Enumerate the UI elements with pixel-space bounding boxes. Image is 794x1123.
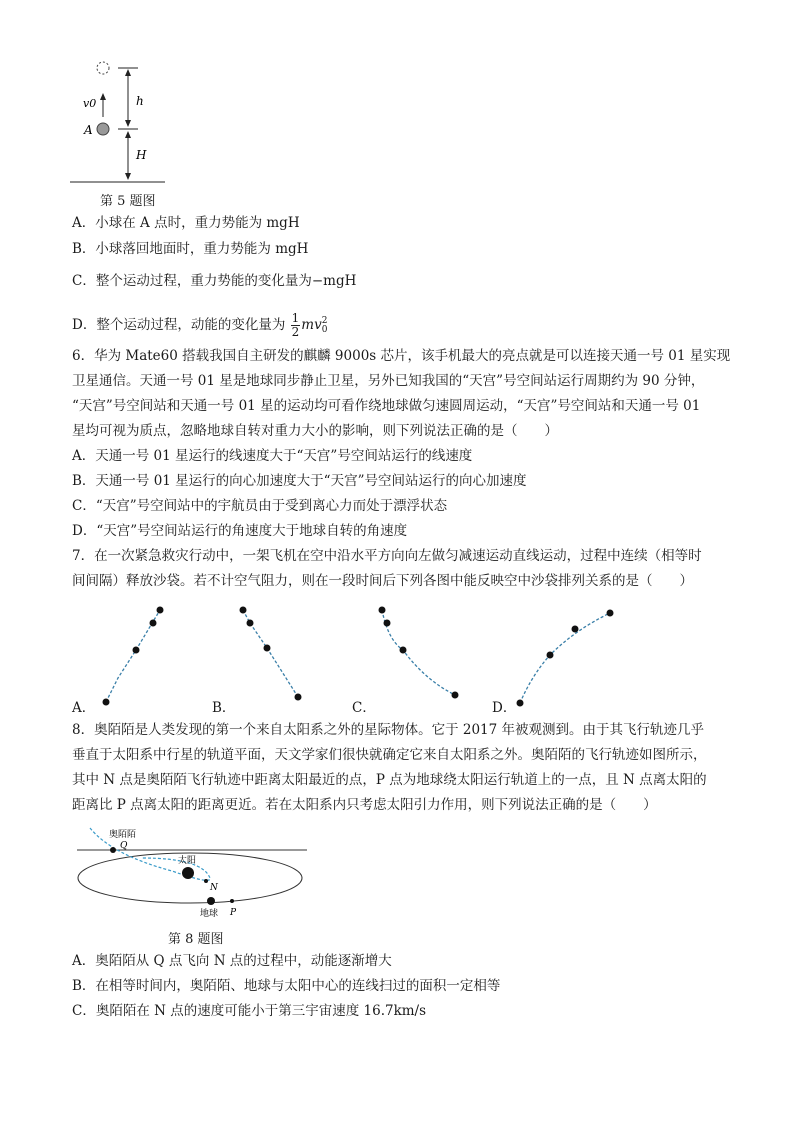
n-label: N (210, 883, 218, 893)
sun (182, 867, 194, 879)
q6-stem-line-3: “天宫”号空间站和天通一号 01 星的运动均可看作绕地球做匀速圆周运动，“天宫”号空间站和天通一号 01 (72, 398, 701, 414)
oumuamua-label: 奥陌陌 (109, 830, 137, 840)
a-label: A (84, 123, 93, 137)
q8-option-c: C．奥陌陌在 N 点的速度可能小于第三宇宙速度 16.7km/s (72, 1003, 427, 1019)
q8-option-a: A．奥陌陌从 Q 点飞向 N 点的过程中，动能逐渐增大 (72, 953, 392, 969)
bag-c-4 (452, 692, 459, 699)
bag-c-1 (379, 607, 386, 614)
bag-b-4 (295, 694, 302, 701)
bag-c-3 (400, 647, 407, 654)
bag-b-3 (264, 645, 271, 652)
sun-label: 太阳 (178, 856, 197, 866)
earth (207, 897, 215, 905)
q8-stem-line-4: 距离比 P 点离太阳的距离更近。若在太阳系内只考虑太阳引力作用，则下列说法正确的是（ ） (72, 797, 657, 813)
bag-a-2 (133, 647, 140, 654)
q6-stem-line-1: 6．华为 Mate60 搭载我国自主研发的麒麟 9000s 芯片，该手机最大的亮点就是可以连接天通一号 01 星实现 (72, 348, 731, 364)
dashed-ball (97, 62, 109, 74)
ball-a (97, 123, 109, 135)
q5-option-a: A．小球在 A 点时，重力势能为 mgH (72, 215, 300, 231)
bag-c-2 (384, 620, 391, 627)
q7-stem-line-1: 7．在一次紧急救灾行动中，一架飞机在空中沿水平方向向左做匀减速运动直线运动，过程中连续（相等时 (72, 548, 702, 564)
figure-8 (72, 823, 312, 923)
p-label: P (230, 908, 237, 918)
q5-option-d (72, 312, 327, 339)
q7-option-c-label: C． (352, 700, 376, 716)
q8-stem-line-1: 8．奥陌陌是人类发现的第一个来自太阳系之外的星际物体。它于 2017 年被观测到。由于其飞行轨迹几乎 (72, 722, 705, 738)
bag-d-2 (547, 652, 554, 659)
q6-stem-line-4: 星均可视为质点，忽略地球自转对重力大小的影响，则下列说法正确的是（ ） (72, 423, 558, 439)
bag-d-3 (572, 626, 579, 633)
point-p (230, 899, 234, 903)
q6-stem-line-2: 卫星通信。天通一号 01 星是地球同步静止卫星，另外已知我国的“天宫”号空间站运行周期约为 90 分钟， (72, 373, 705, 389)
q6-option-b: B．天通一号 01 星运行的向心加速度大于“天宫”号空间站运行的向心加速度 (72, 473, 527, 489)
q7-options-figure (70, 600, 670, 710)
big-h-label: H (136, 148, 147, 162)
fraction-den: 2 (291, 325, 300, 339)
q7-option-d-label: D． (492, 700, 517, 716)
bag-d-1 (517, 700, 524, 707)
q8-stem-line-2: 垂直于太阳系中行星的轨道平面，天文学家们很快就确定它来自太阳系之外。奥陌陌的飞行轨迹如图所示， (72, 747, 707, 763)
point-n (204, 879, 208, 883)
point-q (110, 847, 116, 853)
trajectory-c (382, 610, 455, 695)
h-label: h (136, 94, 144, 108)
v0-label: v0 (83, 97, 97, 110)
q5-option-b: B．小球落回地面时，重力势能为 mgH (72, 241, 309, 257)
trajectory-d (520, 613, 610, 703)
q8-stem-line-3: 其中 N 点是奥陌陌飞行轨迹中距离太阳最近的点，P 点为地球绕太阳运行轨道上的一点，且 N 点离太阳的 (72, 772, 707, 788)
figure-8-caption: 第 8 题图 (168, 932, 224, 947)
q8-option-b: B．在相等时间内，奥陌陌、地球与太阳中心的连线扫过的面积一定相等 (72, 978, 501, 994)
q6-option-a: A．天通一号 01 星运行的线速度大于“天宫”号空间站运行的线速度 (72, 448, 473, 464)
q7-option-a-label: A． (72, 700, 96, 716)
formula-sup: 2 (321, 315, 328, 326)
fraction (291, 312, 301, 339)
q6-option-c: C．“天宫”号空间站中的宇航员由于受到离心力而处于漂浮状态 (72, 498, 448, 514)
bag-a-4 (157, 607, 164, 614)
bag-a-3 (150, 620, 157, 627)
q5-option-d-text: D．整个运动过程，动能的变化量为 (72, 317, 286, 333)
bag-a-1 (103, 699, 110, 706)
q-label: Q (120, 841, 128, 851)
q6-option-d: D．“天宫”号空间站运行的角速度大于地球自转的角速度 (72, 523, 408, 539)
figure-5 (70, 55, 180, 190)
fraction-num: 1 (291, 311, 300, 325)
formula-sub: 0 (321, 324, 328, 335)
q7-stem-line-2: 间间隔）释放沙袋。若不计空气阻力，则在一段时间后下列各图中能反映空中沙袋排列关系的是（ ） (72, 573, 693, 589)
figure-5-caption: 第 5 题图 (100, 194, 156, 209)
earth-label: 地球 (200, 909, 219, 919)
formula-mv: mv (301, 317, 322, 333)
bag-d-4 (607, 610, 614, 617)
bag-b-1 (240, 607, 247, 614)
q5-option-c: C．整个运动过程，重力势能的变化量为−mgH (72, 273, 357, 289)
bag-b-2 (247, 620, 254, 627)
formula-scripts (322, 317, 328, 335)
q7-option-b-label: B． (212, 700, 236, 716)
